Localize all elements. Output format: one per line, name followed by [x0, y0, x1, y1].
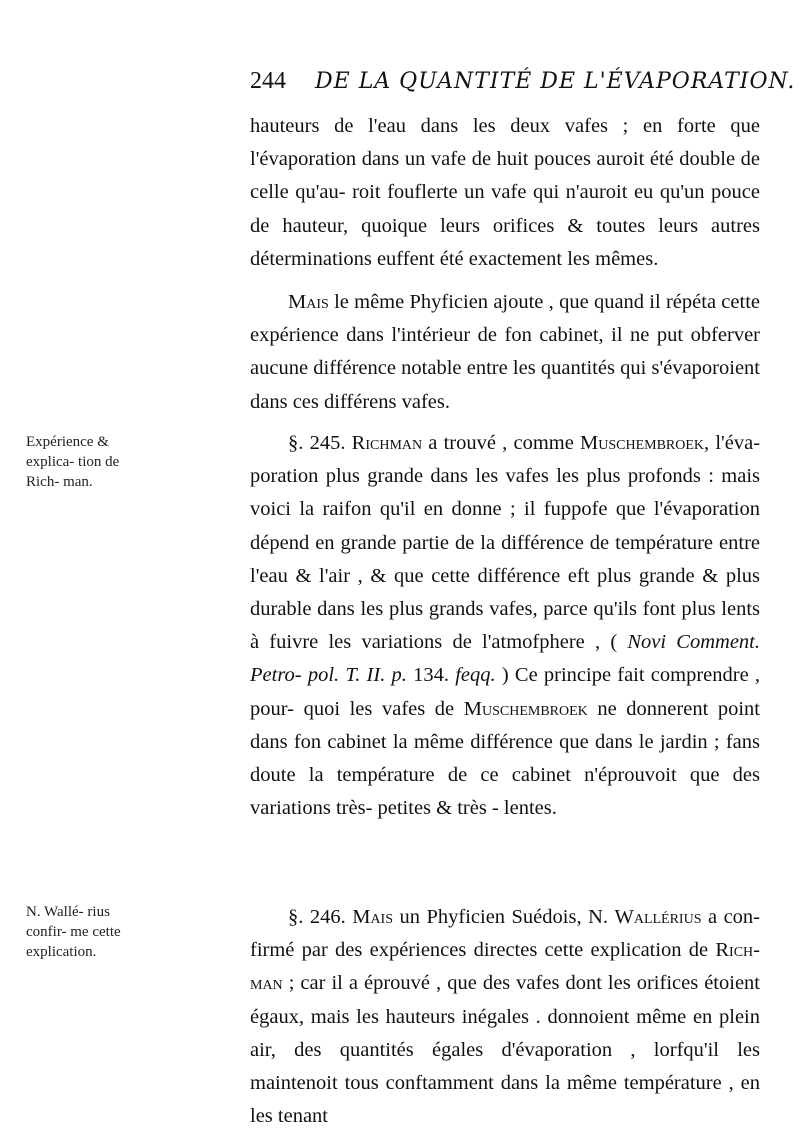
page-number: 244 — [250, 68, 286, 94]
paragraph-1 — [250, 110, 760, 276]
author-wallerius: Wallérius — [614, 906, 702, 928]
paragraph-3-text-e: ne donnerent point dans fon cabinet la même différence que dans le jardin ; fans doute la température de ce cabinet n'éprouvoit que des variations très- petites & très - lentes. — [250, 697, 760, 820]
section-245-number: §. 245. — [288, 432, 346, 454]
author-richman: Richman — [351, 432, 423, 454]
paragraph-3 — [250, 427, 760, 825]
author-muschembroek: Muschembroek — [580, 432, 705, 454]
paragraph-2 — [250, 286, 760, 419]
paragraph-4-text-a: un Phyficien Suédois, N. — [393, 906, 615, 928]
page-header — [250, 68, 796, 95]
running-title: DE LA QUANTITÉ DE L'ÉVAPORATION. — [315, 69, 796, 94]
citation: Novi Comment. Petro- pol. T. II. p. — [250, 631, 760, 687]
paragraph-4-lead: Mais — [352, 906, 394, 928]
paragraph-3-text-b: , l'éva- poration plus grande dans les vafes les plus profonds : mais voici la raifon qu'il en donne ; il fuppofe que l'évaporation dépend en grande partie de la différence de température entre l'eau & l'air , & que cette différence eft plus grande & plus durable dans les plus grands vafes, parce qu'ils font plus lents à fuivre les variations de l'atmofphere , ( — [250, 432, 761, 654]
margin-note-richman: Expérience & explica- tion de Rich- man. — [26, 434, 120, 490]
paragraph-3-text-d: ) Ce principe fait comprendre , pour- quoi les vafes de — [250, 664, 761, 720]
paragraph-2-lead: Mais — [288, 291, 329, 313]
margin-note-wallerius: N. Wallé- rius confir- me cette explication. — [26, 904, 121, 960]
paragraph-3-text-a: a trouvé , comme — [422, 432, 581, 454]
paragraph-4-text-b: a con- firmé par des expériences directes cette explication de — [250, 906, 760, 962]
paragraph-3-text-c: 134. — [406, 664, 456, 687]
author-muschembroek-2: Muschembroek — [463, 697, 588, 720]
paragraph-4 — [250, 901, 760, 1133]
paragraph-1-text: hauteurs de l'eau dans les deux vafes ; en forte que l'évaporation dans un vafe de huit pouces auroit été double de celle qu'au- roit fouflerte un vafe qui n'auroit eu qu'un pouce de hauteur, quoique leurs orifices & toutes leurs autres déterminations euffent été exactement les mêmes. — [250, 115, 760, 270]
paragraph-2-text: le même Phyficien ajoute , que quand il répéta cette expérience dans l'intérieur de fon cabinet, il ne put obferver aucune différence notable entre les quantités qui s'évaporoient dans ces différens vafes. — [250, 291, 760, 413]
author-richman-2: Rich- man — [250, 939, 760, 995]
citation-seqq: feqq. — [455, 664, 496, 687]
section-246-number: §. 246. — [288, 906, 346, 928]
paragraph-4-text-c: ; car il a éprouvé , que des vafes dont les orifices étoient égaux, mais les hauteurs inégales . donnoient même en plein air, des quantités égales d'évaporation , lorfqu'il les maintenoit tous conftamment dans la même température , en les tenant — [250, 972, 760, 1128]
